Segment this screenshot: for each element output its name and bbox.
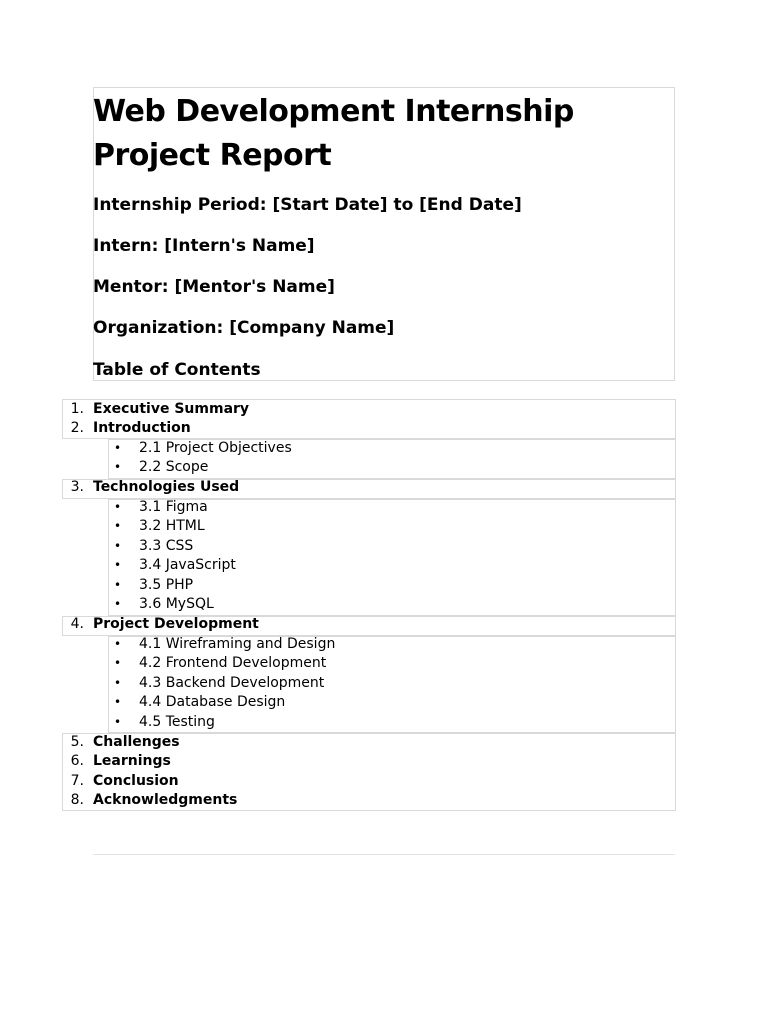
- toc-number: 3.: [70, 479, 84, 495]
- toc-number: 7.: [70, 773, 84, 789]
- toc-subitem-label: 2.2 Scope: [139, 459, 209, 475]
- toc-subitem-label: 3.3 CSS: [139, 538, 194, 554]
- toc-subitem-label: 4.3 Backend Development: [139, 675, 325, 691]
- toc-subitem-label: 3.1 Figma: [139, 499, 208, 515]
- toc-number: 1.: [70, 401, 84, 417]
- bullet-icon: •: [114, 578, 122, 592]
- toc-heading: Table of Contents: [93, 360, 261, 380]
- toc-subitem-label: 2.1 Project Objectives: [139, 440, 292, 456]
- toc-subitem-label: 4.2 Frontend Development: [139, 655, 327, 671]
- bullet-icon: •: [114, 597, 122, 611]
- bullet-icon: •: [114, 519, 122, 533]
- internship-period: Internship Period: [Start Date] to [End Date]: [93, 195, 522, 215]
- toc-label: Conclusion: [93, 773, 179, 789]
- toc-subitem-label: 3.5 PHP: [139, 577, 194, 593]
- bullet-icon: •: [114, 656, 122, 670]
- intern-name: Intern: [Intern's Name]: [93, 236, 315, 256]
- toc-subitem-label: 3.2 HTML: [139, 518, 205, 534]
- bullet-icon: •: [114, 441, 122, 455]
- toc-number: 8.: [70, 792, 84, 808]
- toc-subitem-label: 3.6 MySQL: [139, 596, 214, 612]
- organization-name: Organization: [Company Name]: [93, 318, 395, 338]
- report-title: Web Development Internship Project Report: [93, 94, 574, 173]
- toc-subitem-label: 3.4 JavaScript: [139, 557, 236, 573]
- bullet-icon: •: [114, 715, 122, 729]
- toc-label: Project Development: [93, 616, 259, 632]
- bullet-icon: •: [114, 637, 122, 651]
- toc-label: Acknowledgments: [93, 792, 238, 808]
- toc-label: Challenges: [93, 734, 180, 750]
- toc-label: Technologies Used: [93, 479, 240, 495]
- toc-label: Learnings: [93, 753, 171, 769]
- toc-number: 6.: [70, 753, 84, 769]
- toc-number: 2.: [70, 420, 84, 436]
- toc-subitem-label: 4.4 Database Design: [139, 694, 286, 710]
- bullet-icon: •: [114, 500, 122, 514]
- toc-number: 4.: [70, 616, 84, 632]
- toc-label: Introduction: [93, 420, 191, 436]
- toc-number: 5.: [70, 734, 84, 750]
- bullet-icon: •: [114, 460, 122, 474]
- bullet-icon: •: [114, 695, 122, 709]
- toc-label: Executive Summary: [93, 401, 250, 417]
- bullet-icon: •: [114, 539, 122, 553]
- bullet-icon: •: [114, 558, 122, 572]
- divider: [93, 854, 675, 855]
- toc-subitem-label: 4.1 Wireframing and Design: [139, 636, 336, 652]
- bullet-icon: •: [114, 676, 122, 690]
- mentor-name: Mentor: [Mentor's Name]: [93, 277, 335, 297]
- toc-subitem-label: 4.5 Testing: [139, 714, 215, 730]
